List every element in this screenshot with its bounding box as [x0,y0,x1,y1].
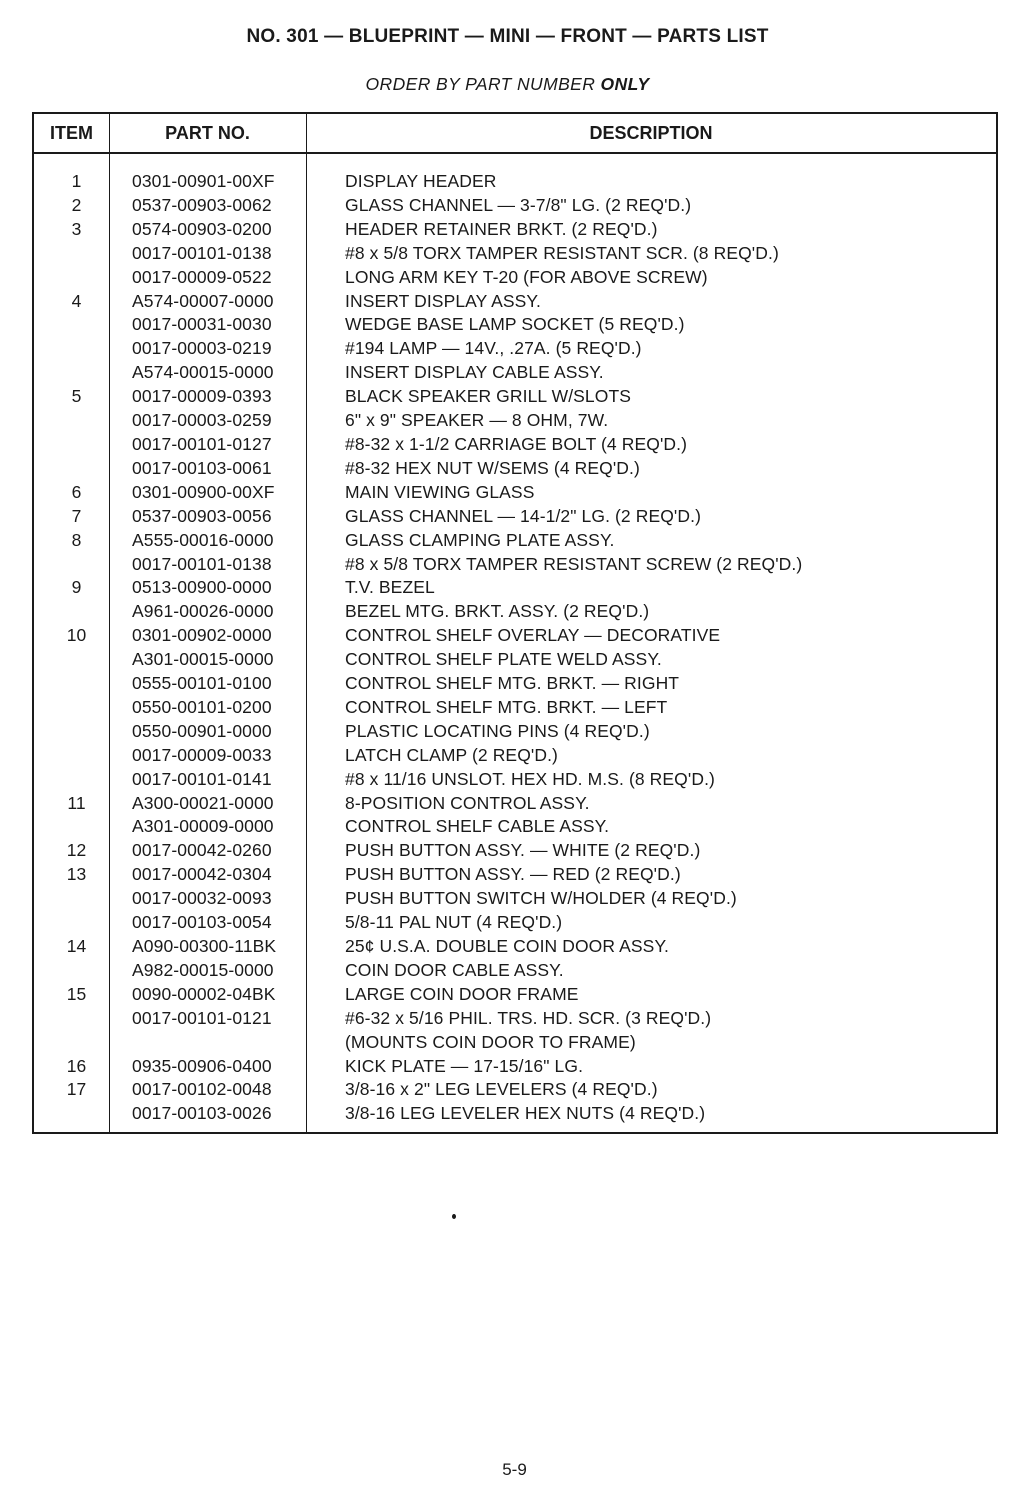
header-description: DESCRIPTION [589,123,713,143]
item-cell: 1 [71,171,82,191]
description-cell: CONTROL SHELF OVERLAY — DECORATIVE [345,625,721,646]
table-row [34,959,996,983]
parts-rows [34,170,996,1126]
item-cell: 3 [71,218,82,239]
table-row [34,696,996,720]
description-cell: CONTROL SHELF CABLE ASSY. [345,816,610,837]
table-row [34,720,996,744]
part-number-cell: 0017-00032-0093 [132,888,272,909]
table-row [34,1031,996,1055]
part-number-cell: 0017-00101-0138 [132,553,272,574]
table-row [34,887,996,911]
table-row [34,744,996,768]
description-cell: GLASS CHANNEL — 3-7/8" LG. (2 REQ'D.) [345,194,692,215]
part-number-cell: 0513-00900-0000 [132,577,272,598]
description-cell: LARGE COIN DOOR FRAME [345,983,579,1004]
table-row [34,792,996,816]
description-cell: 25¢ U.S.A. DOUBLE COIN DOOR ASSY. [345,936,669,956]
description-cell: PLASTIC LOCATING PINS (4 REQ'D.) [345,720,650,741]
item-cell: 14 [66,936,87,956]
table-row [34,576,996,600]
table-row [34,600,996,624]
description-cell: 3/8-16 x 2" LEG LEVELERS (4 REQ'D.) [345,1079,658,1100]
part-number-cell: A301-00015-0000 [132,649,274,670]
item-cell: 7 [71,505,82,526]
item-cell: 5 [71,386,82,407]
table-row [34,1007,996,1031]
part-number-cell: A982-00015-0000 [132,959,274,980]
description-cell: COIN DOOR CABLE ASSY. [345,959,564,980]
table-row [34,1102,996,1126]
description-cell: HEADER RETAINER BRKT. (2 REQ'D.) [345,218,658,239]
page-title: NO. 301 — BLUEPRINT — MINI — FRONT — PARTS LIST [246,26,769,47]
item-cell: 8 [71,529,82,550]
description-cell: GLASS CHANNEL — 14-1/2" LG. (2 REQ'D.) [345,505,702,526]
part-number-cell: 0017-00009-0033 [132,744,272,765]
table-row [34,935,996,959]
description-cell: #194 LAMP — 14V., .27A. (5 REQ'D.) [345,338,642,359]
item-cell: 15 [66,983,87,1004]
description-cell: PUSH BUTTON SWITCH W/HOLDER (4 REQ'D.) [345,888,737,909]
part-number-cell: 0090-00002-04BK [132,983,276,1004]
description-cell: CONTROL SHELF PLATE WELD ASSY. [345,649,662,670]
description-cell: 3/8-16 LEG LEVELER HEX NUTS (4 REQ'D.) [345,1103,706,1124]
part-number-cell: 0301-00901-00XF [132,171,275,191]
description-cell: #8 x 11/16 UNSLOT. HEX HD. M.S. (8 REQ'D.) [345,768,715,789]
part-number-cell: 0301-00902-0000 [132,625,272,646]
table-row [34,529,996,553]
table-row [34,170,996,194]
part-number-cell: 0017-00003-0259 [132,410,272,431]
table-row [34,409,996,433]
table-row [34,553,996,577]
part-number-cell: 0017-00009-0393 [132,386,272,407]
item-cell: 6 [71,481,82,502]
part-number-cell: A961-00026-0000 [132,601,274,622]
part-number-cell: 0017-00103-0061 [132,457,272,478]
order-instruction-emphasis: ONLY [600,74,650,94]
description-cell: (MOUNTS COIN DOOR TO FRAME) [345,1031,636,1052]
table-row [34,839,996,863]
part-number-cell: 0017-00031-0030 [132,314,272,335]
description-cell: #8-32 HEX NUT W/SEMS (4 REQ'D.) [345,457,640,478]
part-number-cell: 0017-00101-0127 [132,433,272,454]
table-row [34,624,996,648]
table-row [34,505,996,529]
description-cell: LATCH CLAMP (2 REQ'D.) [345,744,558,765]
part-number-cell: 0017-00102-0048 [132,1079,272,1100]
part-number-cell: 0017-00101-0141 [132,768,272,789]
item-cell: 4 [71,290,82,311]
part-number-cell: 0017-00009-0522 [132,266,272,287]
description-cell: MAIN VIEWING GLASS [345,481,535,502]
description-cell: 6" x 9" SPEAKER — 8 OHM, 7W. [345,410,609,431]
description-cell: LONG ARM KEY T-20 (FOR ABOVE SCREW) [345,266,708,287]
part-number-cell: 0537-00903-0062 [132,194,272,215]
description-cell: #8 x 5/8 TORX TAMPER RESISTANT SCREW (2 REQ'D.) [345,553,803,574]
order-instruction [0,74,1015,95]
table-row [34,242,996,266]
description-cell: #8 x 5/8 TORX TAMPER RESISTANT SCR. (8 REQ'D.) [345,242,779,263]
part-number-cell: 0017-00103-0026 [132,1103,272,1124]
item-cell: 9 [71,577,82,598]
item-cell: 12 [66,840,87,861]
description-cell: DISPLAY HEADER [345,171,497,191]
table-row [34,218,996,242]
part-number-cell: 0017-00003-0219 [132,338,272,359]
table-row [34,337,996,361]
item-cell: 10 [66,625,87,646]
table-row [34,481,996,505]
part-number-cell: 0301-00900-00XF [132,481,275,502]
description-cell: BEZEL MTG. BRKT. ASSY. (2 REQ'D.) [345,601,650,622]
parts-table [32,112,998,1134]
part-number-cell: 0935-00906-0400 [132,1055,272,1076]
part-number-cell: 0555-00101-0100 [132,673,272,694]
description-cell: KICK PLATE — 17-15/16" LG. [345,1055,584,1076]
table-row [34,457,996,481]
part-number-cell: 0574-00903-0200 [132,218,272,239]
page-number: 5-9 [502,1460,527,1479]
table-row [34,672,996,696]
item-cell: 16 [66,1055,87,1076]
part-number-cell: 0017-00042-0304 [132,864,272,885]
table-row [34,290,996,314]
part-number-cell: 0550-00901-0000 [132,720,272,741]
header-rule [34,152,996,154]
part-number-cell: A574-00007-0000 [132,290,274,311]
item-cell: 13 [66,864,87,885]
description-cell: INSERT DISPLAY ASSY. [345,290,541,311]
description-cell: 5/8-11 PAL NUT (4 REQ'D.) [345,912,563,933]
table-row [34,313,996,337]
description-cell: #8-32 x 1-1/2 CARRIAGE BOLT (4 REQ'D.) [345,433,688,454]
part-number-cell: 0017-00101-0138 [132,242,272,263]
item-cell: 17 [66,1079,87,1100]
part-number-cell: A300-00021-0000 [132,792,274,813]
table-row [34,1078,996,1102]
item-cell: 2 [71,194,82,215]
part-number-cell: 0017-00101-0121 [132,1007,272,1028]
part-number-cell: A301-00009-0000 [132,816,274,837]
description-cell: T.V. BEZEL [345,577,435,598]
description-cell: #6-32 x 5/16 PHIL. TRS. HD. SCR. (3 REQ'D.) [345,1007,712,1028]
table-row [34,361,996,385]
table-row [34,194,996,218]
part-number-cell: A574-00015-0000 [132,362,274,383]
description-cell: CONTROL SHELF MTG. BRKT. — RIGHT [345,673,680,694]
description-cell: PUSH BUTTON ASSY. — WHITE (2 REQ'D.) [345,840,701,861]
part-number-cell: 0550-00101-0200 [132,696,272,717]
print-speck [452,1214,456,1219]
table-row [34,768,996,792]
description-cell: 8-POSITION CONTROL ASSY. [345,792,590,813]
table-row [34,1055,996,1079]
table-row [34,815,996,839]
header-item: ITEM [50,123,93,143]
description-cell: INSERT DISPLAY CABLE ASSY. [345,362,604,383]
part-number-cell: A555-00016-0000 [132,529,274,550]
description-cell: WEDGE BASE LAMP SOCKET (5 REQ'D.) [345,314,685,335]
description-cell: GLASS CLAMPING PLATE ASSY. [345,529,615,550]
table-row [34,648,996,672]
table-row [34,266,996,290]
description-cell: CONTROL SHELF MTG. BRKT. — LEFT [345,696,668,717]
description-cell: PUSH BUTTON ASSY. — RED (2 REQ'D.) [345,864,681,885]
part-number-cell: 0017-00042-0260 [132,840,272,861]
description-cell: BLACK SPEAKER GRILL W/SLOTS [345,386,632,407]
item-cell: 11 [67,792,86,813]
part-number-cell: A090-00300-11BK [132,936,277,956]
table-row [34,863,996,887]
table-row [34,433,996,457]
table-row [34,983,996,1007]
header-part-no: PART NO. [165,123,250,143]
order-instruction-text: ORDER BY PART NUMBER [365,74,596,94]
table-row [34,911,996,935]
part-number-cell: 0537-00903-0056 [132,505,272,526]
part-number-cell: 0017-00103-0054 [132,912,272,933]
table-row [34,385,996,409]
